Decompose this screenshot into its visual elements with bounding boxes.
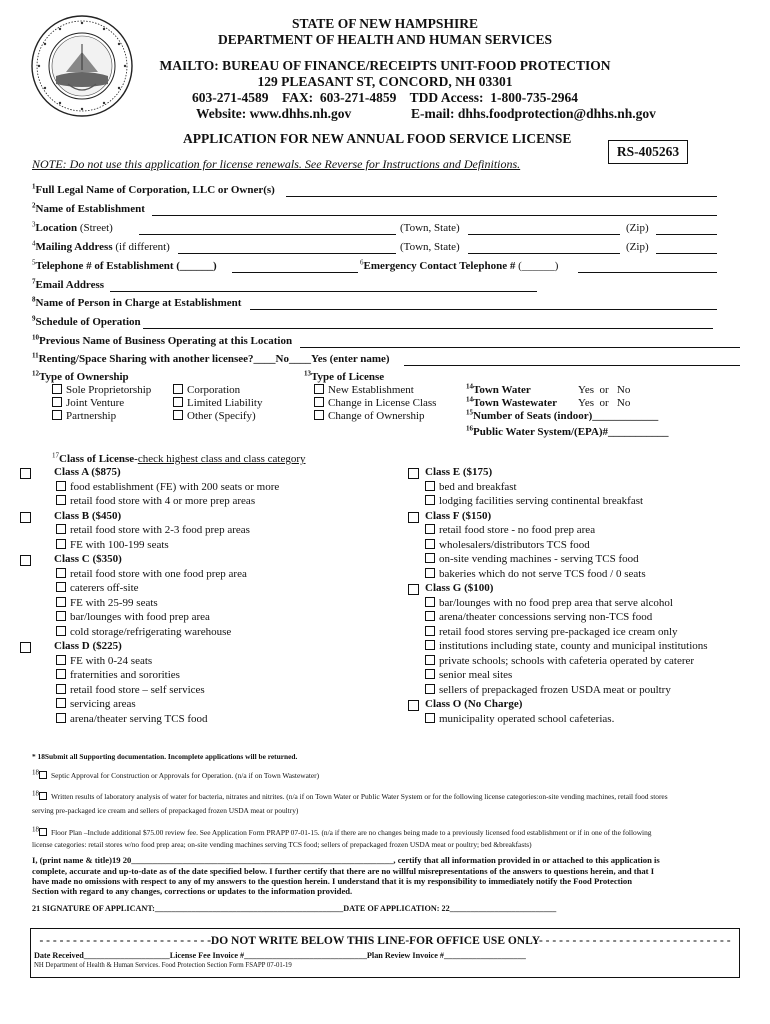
field-mailing-town-line[interactable]: [468, 253, 620, 254]
ownership-option[interactable]: Limited Liability: [173, 397, 262, 409]
website-link[interactable]: Website: www.dhhs.nh.gov: [196, 106, 352, 121]
license-category-option[interactable]: [425, 684, 671, 696]
field-previous-name-label: $^{10}$Previous Name of Business Operating at this Location: [32, 333, 293, 347]
license-category-option[interactable]: [425, 669, 512, 681]
license-category-label: fraternities and sororities: [70, 669, 180, 681]
form-footer: NH Department of Health & Human Services. Food Protection Section Form FSAPP 07-01-19: [34, 962, 292, 969]
license-category-option[interactable]: [425, 539, 590, 551]
certification-text: complete, accurate and up-to-date as of the date specified below. I further certify that there are no willful misrepresentations of the answers to questions herein, and that I: [32, 866, 655, 876]
checkbox-icon[interactable]: [56, 626, 66, 636]
checkbox-icon[interactable]: [425, 640, 435, 650]
field-renting-line[interactable]: [404, 365, 740, 366]
license-type-option[interactable]: New Establishment: [314, 384, 414, 396]
field-person-in-charge-line[interactable]: [250, 309, 717, 310]
license-category-label: retail food stores serving pre-packaged ice cream only: [439, 625, 678, 638]
license-class-label: Class B ($450): [54, 509, 122, 522]
certification-line[interactable]: I, (print name & title)19 20_____________________________________________________________, certify that all information provided in or attached to this application is: [32, 855, 660, 865]
class-checkbox-icon[interactable]: [20, 468, 31, 479]
license-category-option[interactable]: [56, 481, 279, 493]
license-category-label: bakeries which do not serve TCS food / 0 seats: [439, 567, 646, 580]
address-line: 129 PLEASANT ST, CONCORD, NH 03301: [257, 74, 513, 89]
checkbox-icon[interactable]: [314, 384, 324, 394]
license-category-label: senior meal sites: [439, 669, 513, 681]
ownership-option[interactable]: Corporation: [173, 384, 240, 396]
ownership-option[interactable]: Other (Specify): [173, 410, 256, 422]
checkbox-icon[interactable]: [425, 568, 435, 578]
field-location-street-line[interactable]: [139, 234, 396, 235]
department-title: DEPARTMENT OF HEALTH AND HUMAN SERVICES: [218, 32, 552, 47]
checkbox-icon[interactable]: [56, 684, 66, 694]
license-class-label: Class A ($875): [54, 466, 121, 478]
license-category-label: arena/theater serving TCS food: [70, 712, 208, 725]
license-category-option[interactable]: [56, 495, 255, 507]
field-emergency-label: $^6$Emergency Contact Telephone # (______): [360, 258, 559, 272]
checkbox-icon[interactable]: [425, 524, 435, 534]
license-category-label: bar/lounges with food prep area: [70, 611, 210, 623]
class-checkbox-icon[interactable]: [408, 700, 419, 711]
floor-plan-note: $^{18}$ Floor Plan –Include additional $75.00 review fee. See Application Form PRAPP 07-01-15. (n/a if there are no changes being made to a previously licensed food establishment or if in one of the following: [32, 825, 652, 837]
license-category-label: private schools; schools with cafeteria operated by caterer: [439, 654, 695, 667]
license-class-label: Class G ($100): [425, 582, 494, 594]
field-emergency-line[interactable]: [578, 272, 717, 273]
checkbox-icon[interactable]: [425, 669, 435, 679]
checkbox-icon[interactable]: [56, 655, 66, 665]
license-category-option[interactable]: [56, 655, 152, 667]
ownership-option[interactable]: Joint Venture: [52, 397, 124, 409]
license-category-option[interactable]: [56, 539, 169, 551]
checkbox-icon[interactable]: [56, 568, 66, 578]
submit-note: * 18Submit all Supporting documentation. Incomplete applications will be returned.: [32, 752, 298, 761]
field-schedule-line[interactable]: [143, 328, 713, 329]
license-category-option[interactable]: [56, 684, 205, 696]
license-category-option[interactable]: [56, 698, 136, 710]
town-water-yes-no[interactable]: Yes or No: [578, 384, 631, 396]
checkbox-icon[interactable]: [314, 410, 324, 420]
license-category-option[interactable]: [56, 611, 210, 623]
checkbox-icon[interactable]: [52, 410, 62, 420]
license-category-option[interactable]: [56, 713, 208, 725]
license-type-option[interactable]: Change in License Class: [314, 397, 436, 409]
class-checkbox-icon[interactable]: [20, 642, 31, 653]
license-category-label: bar/lounges with no food prep area that serve alcohol: [439, 596, 673, 609]
license-category-option[interactable]: [425, 524, 595, 536]
checkbox-icon[interactable]: [56, 611, 66, 621]
license-category-option[interactable]: [56, 524, 250, 536]
license-category-option[interactable]: [425, 626, 678, 638]
field-establishment-line[interactable]: [152, 215, 717, 216]
license-class-label: Class O (No Charge): [425, 698, 523, 710]
license-class-label: Class C ($350): [54, 553, 122, 565]
email-link[interactable]: E-mail: dhhs.foodprotection@dhhs.nh.gov: [411, 106, 656, 121]
town-wastewater-yes-no[interactable]: Yes or No: [578, 397, 631, 409]
license-class-title: $^{17}$Class of License-check highest class and class category: [52, 451, 306, 465]
license-category-label: arena/theater concessions serving non-TCS food: [439, 611, 653, 623]
license-category-label: sellers of prepackaged frozen USDA meat or poultry: [439, 683, 671, 696]
office-use-banner: - - - - - - - - - - - - - - - - - - - - - - - - - -DO NOT WRITE BELOW THIS LINE-FOR OFFICE USE ONLY- - - - - - - - - - - - - - - - - - - - - - - - - - - - -: [39, 935, 731, 947]
license-category-label: bed and breakfast: [439, 480, 517, 493]
form-code-badge: RS-405263: [608, 140, 688, 164]
phone-line: 603-271-4589 FAX: 603-271-4859 TDD Access: 1-800-735-2964: [191, 90, 579, 105]
checkbox-icon[interactable]: [56, 597, 66, 607]
field-previous-name-line[interactable]: [300, 347, 740, 348]
certification-text: have made no omissions with respect to any of my answers to the question herein. I understand that it is my responsibility to immediately notify the Food Protection: [32, 876, 632, 886]
checkbox-icon[interactable]: [56, 539, 66, 549]
license-category-option[interactable]: [56, 626, 231, 638]
checkbox-icon[interactable]: [425, 597, 435, 607]
water-test-note-cont: serving pre-packaged ice cream and sellers of prepackaged frozen USDA meat or poultry): [32, 806, 299, 815]
checkbox-icon[interactable]: [425, 684, 435, 694]
public-water-field[interactable]: $^{16}$Public Water System/(EPA)#___________: [466, 424, 669, 438]
field-location-zip-label: (Zip): [626, 222, 649, 234]
field-location-label: $^3$Location (Street): [32, 220, 113, 234]
ownership-title: $^{12}$Type of Ownership: [32, 369, 129, 383]
checkbox-icon[interactable]: [314, 397, 324, 407]
checkbox-icon[interactable]: [56, 582, 66, 592]
class-checkbox-icon[interactable]: [408, 512, 419, 523]
license-category-option[interactable]: [425, 597, 673, 609]
license-category-label: retail food store – self services: [70, 683, 205, 696]
town-wastewater-label: $^{14}$Town Wastewater: [466, 395, 558, 409]
field-person-in-charge-label: $^8$Name of Person in Charge at Establishment: [32, 295, 242, 309]
field-mailing-town-label: (Town, State): [400, 241, 460, 253]
license-type-option[interactable]: Change of Ownership: [314, 410, 425, 422]
license-category-option[interactable]: [425, 553, 639, 565]
license-class-label: Class E ($175): [425, 466, 493, 478]
checkbox-icon[interactable]: [52, 384, 62, 394]
license-category-option[interactable]: [425, 481, 517, 493]
town-water-label: $^{14}$Town Water: [466, 382, 531, 396]
field-telephone-label: $^5$Telephone # of Establishment (______): [32, 258, 217, 272]
license-category-label: FE with 100-199 seats: [70, 538, 169, 551]
license-category-option[interactable]: [56, 669, 180, 681]
field-establishment-label: $^2$Name of Establishment: [32, 201, 145, 215]
checkbox-icon[interactable]: [56, 713, 66, 723]
floor-plan-note-cont: license categories: retail stores w/no food prep area; on-site vending machines serving TCS food; sellers of prepackaged frozen USDA meat or poultry; bed &breakfasts): [32, 840, 532, 849]
license-category-label: servicing areas: [70, 698, 136, 710]
field-location-town-line[interactable]: [468, 234, 620, 235]
license-category-label: institutions including state, county and municipal institutions: [439, 640, 708, 652]
license-category-label: retail food store with 2-3 food prep areas: [70, 524, 250, 536]
checkbox-icon[interactable]: [425, 713, 435, 723]
checkbox-icon[interactable]: [56, 669, 66, 679]
license-category-label: FE with 25-99 seats: [70, 596, 158, 609]
license-class-label: Class D ($225): [54, 640, 122, 652]
checkbox-icon[interactable]: [425, 611, 435, 621]
field-location-zip-line[interactable]: [656, 234, 717, 235]
water-test-note: $^{18}$ Written results of laboratory analysis of water for bacteria, nitrates and nitrites. (n/a if on Town Water or Public Water System or for the following license categories:on-site vending machines, retail food stores: [32, 789, 668, 801]
checkbox-icon[interactable]: [56, 698, 66, 708]
checkbox-icon[interactable]: [425, 626, 435, 636]
field-legal-name-line[interactable]: [286, 196, 717, 197]
license-category-label: retail food store - no food prep area: [439, 524, 596, 536]
field-telephone-line[interactable]: [232, 272, 358, 273]
license-category-label: food establishment (FE) with 200 seats or more: [70, 480, 280, 493]
signature-line[interactable]: 21 SIGNATURE OF APPLICANT:______________________________________________DATE OF APPLICATION: 22__________________________: [32, 904, 557, 913]
license-category-option[interactable]: [56, 597, 158, 609]
septic-note: $^{18}$ Septic Approval for Construction or Approvals for Operation. (n/a if on Town Wastewater): [32, 768, 320, 780]
license-category-option[interactable]: [425, 640, 708, 652]
checkbox-icon[interactable]: [173, 384, 183, 394]
field-mailing-street-line[interactable]: [178, 253, 396, 254]
checkbox-icon[interactable]: [425, 655, 435, 665]
license-class-label: Class F ($150): [425, 509, 492, 522]
mailto-line: MAILTO: BUREAU OF FINANCE/RECEIPTS UNIT-FOOD PROTECTION: [159, 58, 611, 73]
license-category-label: municipality operated school cafeterias.: [439, 712, 615, 725]
field-mailing-zip-label: (Zip): [626, 241, 649, 253]
field-email-label: $^7$Email Address: [32, 277, 105, 291]
license-category-option[interactable]: [425, 655, 694, 667]
field-renting-label: $^{11}$Renting/Space Sharing with another licensee?____No____Yes (enter name): [32, 351, 390, 365]
license-category-option[interactable]: [425, 611, 652, 623]
checkbox-icon[interactable]: [39, 771, 47, 779]
license-category-label: caterers off-site: [70, 582, 139, 594]
license-category-option[interactable]: [56, 568, 247, 580]
checkbox-icon[interactable]: [56, 495, 66, 505]
checkbox-icon[interactable]: [425, 553, 435, 563]
checkbox-icon[interactable]: [173, 397, 183, 407]
license-category-label: retail food store with 4 or more prep areas: [70, 495, 256, 507]
field-email-line[interactable]: [110, 291, 537, 292]
class-checkbox-icon[interactable]: [408, 468, 419, 479]
license-category-option[interactable]: [425, 568, 646, 580]
field-schedule-label: $^9$Schedule of Operation: [32, 314, 141, 328]
field-legal-name-label: $^1$Full Legal Name of Corporation, LLC or Owner(s): [32, 182, 275, 196]
license-category-label: wholesalers/distributors TCS food: [439, 538, 590, 551]
field-mailing-label: $^4$Mailing Address (if different): [32, 239, 170, 253]
license-category-option[interactable]: [56, 582, 139, 594]
field-location-town-label: (Town, State): [400, 222, 460, 234]
checkbox-icon[interactable]: [56, 481, 66, 491]
office-use-fields: Date Received_____________________License Fee Invoice #______________________________Plan Review Invoice #____________________: [34, 951, 526, 960]
license-category-label: on-site vending machines - serving TCS food: [439, 553, 639, 565]
license-category-label: cold storage/refrigerating warehouse: [70, 625, 232, 638]
certification-text: Section with regard to any changes, corrections or updates to the information provided.: [32, 886, 353, 896]
license-type-title: $^{13}$Type of License: [304, 369, 385, 383]
checkbox-icon[interactable]: [39, 792, 47, 800]
checkbox-icon[interactable]: [52, 397, 62, 407]
form-title: APPLICATION FOR NEW ANNUAL FOOD SERVICE LICENSE: [183, 131, 572, 146]
note-text: NOTE: Do not use this application for license renewals. See Reverse for Instructions and Definitions.: [32, 157, 521, 171]
license-category-label: retail food store with one food prep area: [70, 567, 247, 580]
checkbox-icon[interactable]: [425, 539, 435, 549]
state-title: STATE OF NEW HAMPSHIRE: [292, 16, 478, 31]
checkbox-icon[interactable]: [56, 524, 66, 534]
seats-field[interactable]: $^{15}$Number of Seats (indoor)____________: [466, 408, 659, 422]
checkbox-icon[interactable]: [425, 481, 435, 491]
checkbox-icon[interactable]: [39, 828, 47, 836]
license-category-label: FE with 0-24 seats: [70, 654, 153, 667]
checkbox-icon[interactable]: [173, 410, 183, 420]
license-category-option[interactable]: [425, 713, 614, 725]
license-category-label: lodging facilities serving continental breakfast: [439, 495, 644, 507]
checkbox-icon[interactable]: [425, 495, 435, 505]
class-checkbox-icon[interactable]: [20, 555, 31, 566]
ownership-option[interactable]: Partnership: [52, 410, 116, 422]
class-checkbox-icon[interactable]: [408, 584, 419, 595]
license-category-option[interactable]: [425, 495, 643, 507]
field-mailing-zip-line[interactable]: [656, 253, 717, 254]
ownership-option[interactable]: Sole Proprietorship: [52, 384, 151, 396]
class-checkbox-icon[interactable]: [20, 512, 31, 523]
